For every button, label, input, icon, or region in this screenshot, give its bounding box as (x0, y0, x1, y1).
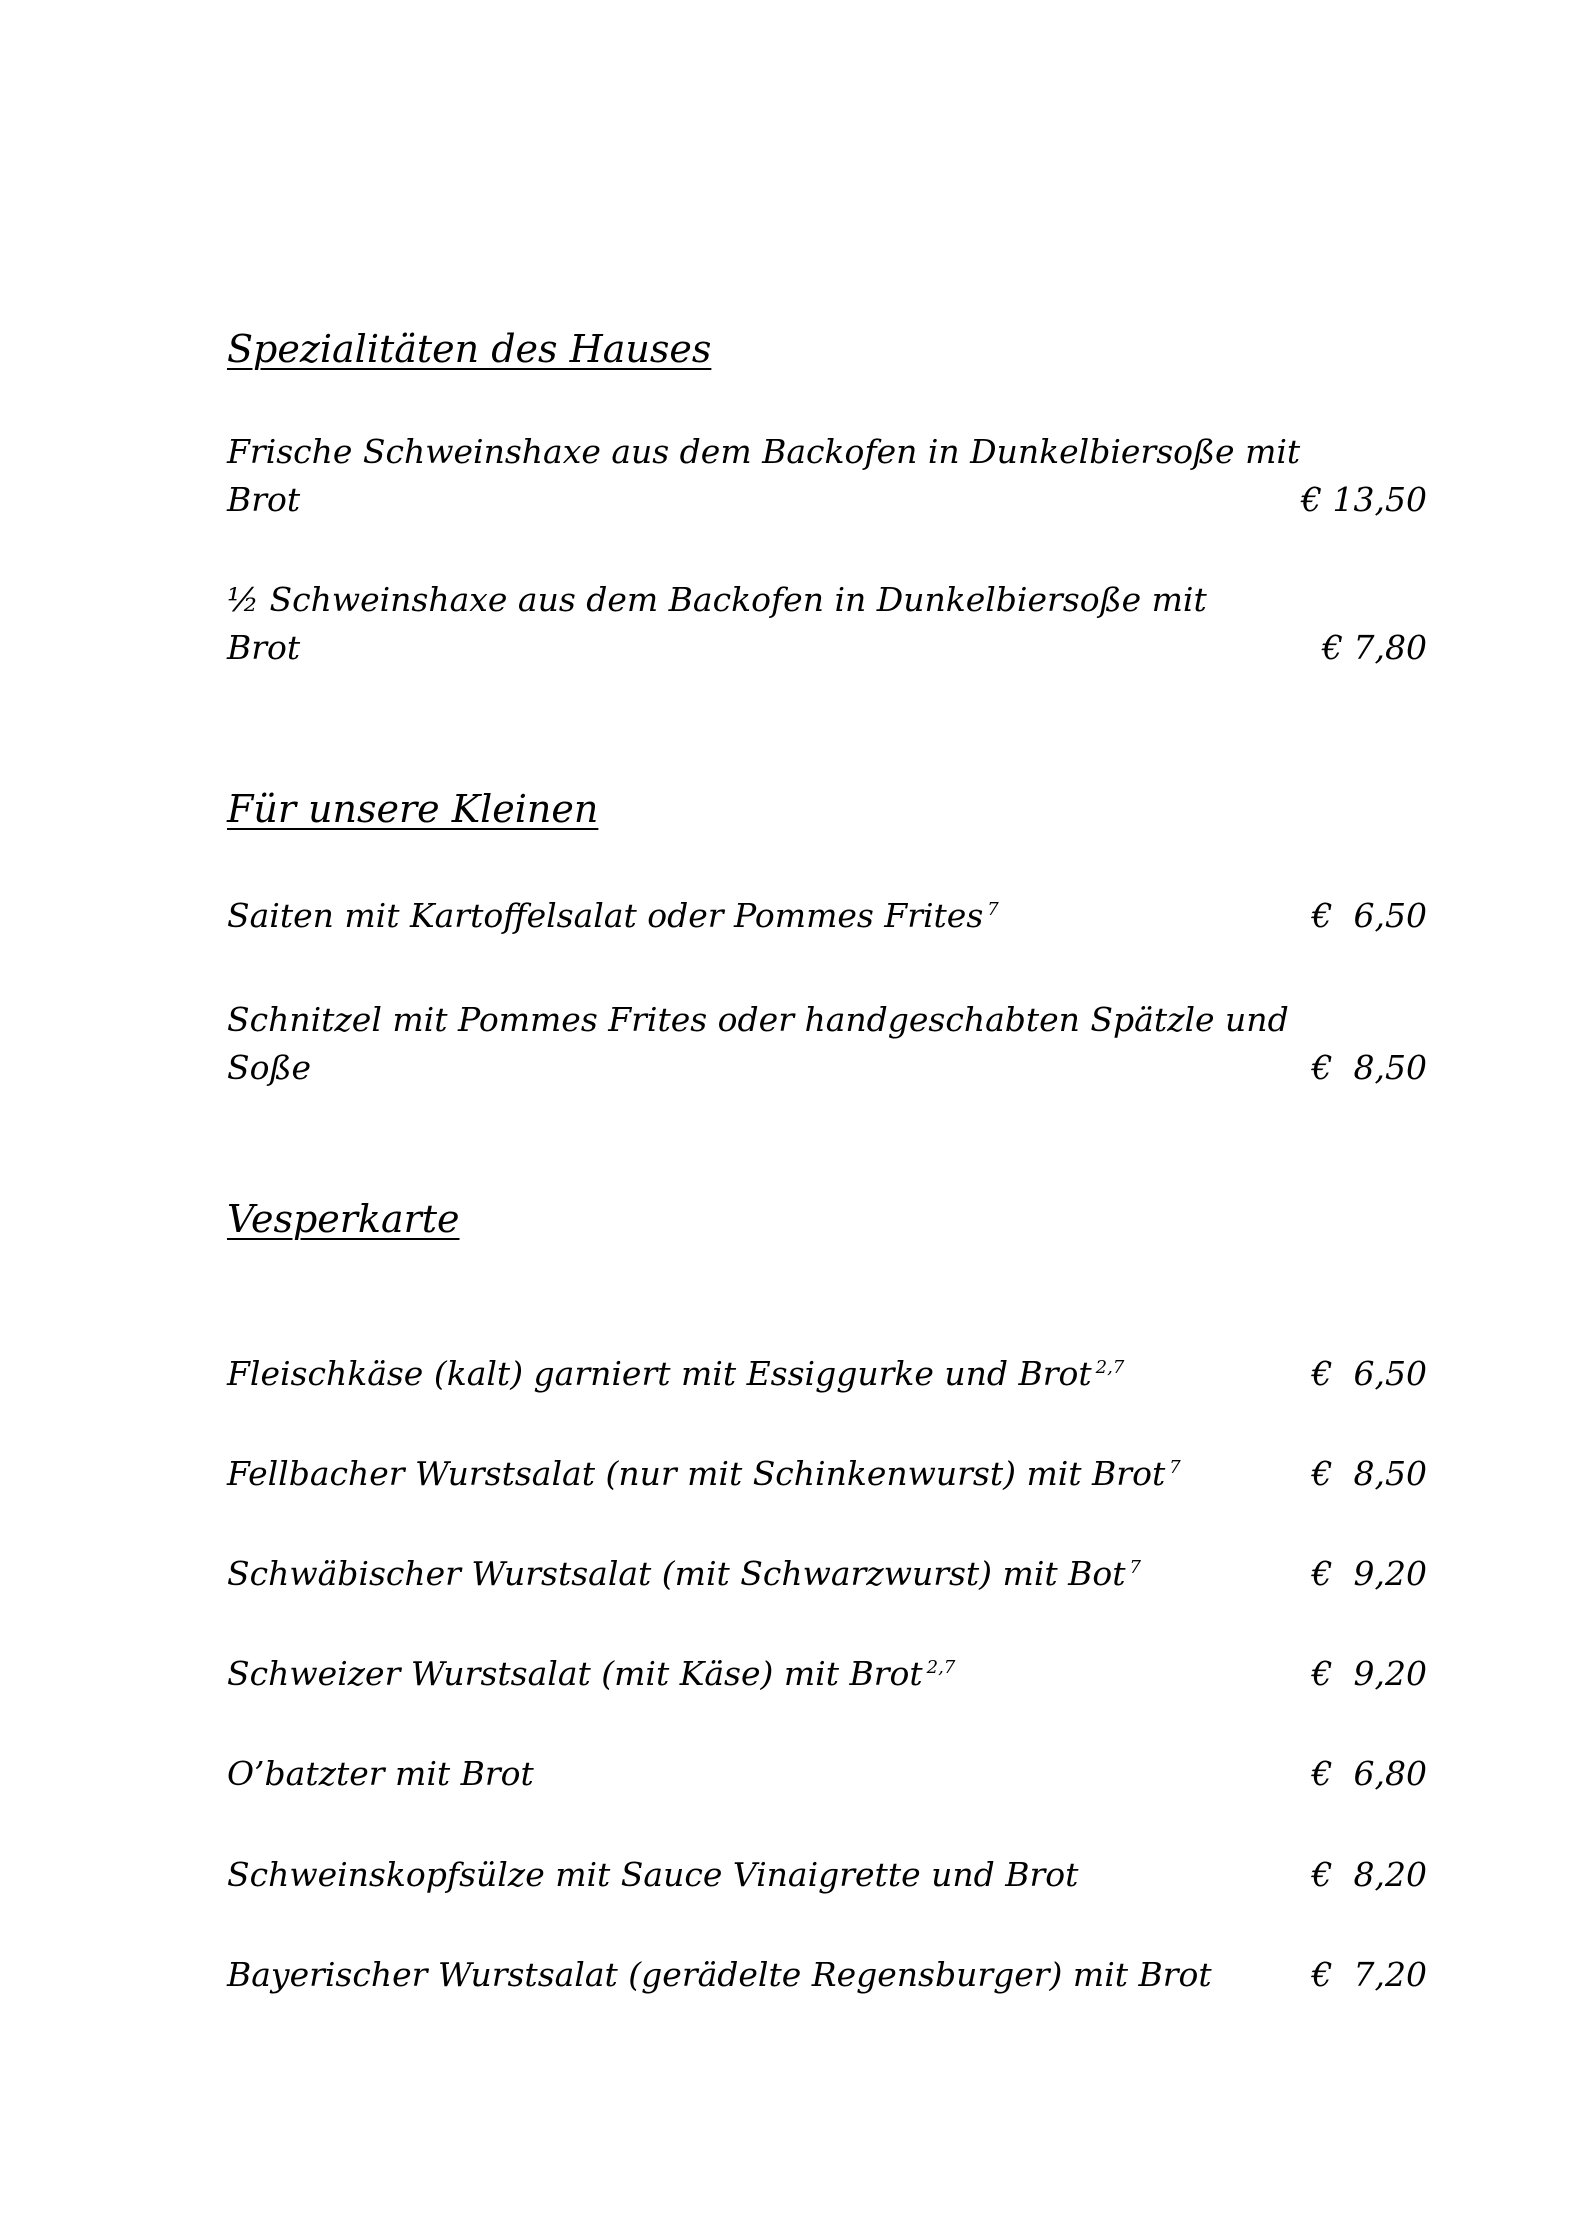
menu-item (227, 1851, 1427, 1899)
item-price: € 6,50 (1311, 896, 1427, 935)
allergen-note: 2,7 (926, 1657, 956, 1678)
item-line-1: ½ Schweinshaxe aus dem Backofen in Dunkelbiersoße mit (227, 580, 1207, 619)
allergen-note: 7 (1169, 1457, 1181, 1478)
item-text: Fellbacher Wurstsalat (nur mit Schinkenwurst) mit Brot (227, 1454, 1166, 1493)
item-line-1 (227, 1650, 1187, 1698)
item-text: Fleischkäse (kalt) garniert mit Essiggurke und Brot (227, 1354, 1092, 1393)
item-price: € 6,80 (1311, 1754, 1427, 1793)
item-price: € 8,20 (1311, 1855, 1427, 1894)
item-price: € 6,50 (1311, 1354, 1427, 1393)
item-price: € 7,20 (1311, 1955, 1427, 1994)
item-text: Schweizer Wurstsalat (mit Käse) mit Brot (227, 1654, 923, 1693)
item-price: € 9,20 (1311, 1654, 1427, 1693)
menu-item (227, 1550, 1427, 1598)
allergen-note: 7 (987, 899, 999, 920)
item-price: € 9,20 (1311, 1554, 1427, 1593)
item-line-2: Brot (227, 480, 301, 519)
item-price: € 8,50 (1311, 1454, 1427, 1493)
item-line-1: Schweinskopfsülze mit Sauce Vinaigrette und Brot (227, 1855, 1079, 1894)
item-line-1 (227, 1450, 1187, 1498)
item-price: € 7,80 (1322, 628, 1427, 667)
item-description (227, 1350, 1187, 1398)
item-description (227, 1750, 1187, 1798)
menu-item (227, 1951, 1427, 1999)
item-description (227, 892, 1187, 940)
item-description (227, 576, 1207, 672)
item-description (227, 996, 1289, 1092)
item-price: € 8,50 (1311, 1048, 1427, 1087)
item-line-1: Schnitzel mit Pommes Frites oder handgeschabten Spätzle und (227, 1000, 1289, 1039)
menu-item (227, 1750, 1427, 1798)
item-text: Schwäbischer Wurstsalat (mit Schwarzwurst) mit Bot (227, 1554, 1126, 1593)
item-line-2: Brot (227, 628, 301, 667)
item-line-1: O’batzter mit Brot (227, 1754, 534, 1793)
menu-item (227, 996, 1427, 1092)
menu-item (227, 428, 1427, 524)
item-line-1: Bayerischer Wurstsalat (gerädelte Regensburger) mit Brot (227, 1955, 1212, 1994)
menu-item (227, 576, 1427, 672)
item-text: Saiten mit Kartoffelsalat oder Pommes Frites (227, 896, 984, 935)
item-line-1: Frische Schweinshaxe aus dem Backofen in Dunkelbiersoße mit (227, 432, 1301, 471)
menu-item (227, 1350, 1427, 1398)
item-description (227, 1951, 1212, 1999)
section-heading-kids: Für unsere Kleinen (227, 787, 599, 831)
item-description (227, 1851, 1187, 1899)
item-description (227, 428, 1301, 524)
allergen-note: 7 (1129, 1557, 1141, 1578)
item-line-2: Soße (227, 1048, 312, 1087)
menu-item (227, 1450, 1427, 1498)
allergen-note: 2,7 (1095, 1357, 1125, 1378)
item-line-1 (227, 1350, 1187, 1398)
section-heading-vesper: Vesperkarte (227, 1197, 460, 1241)
item-description (227, 1650, 1187, 1698)
item-description (227, 1550, 1187, 1598)
item-line-1 (227, 892, 1187, 940)
item-description (227, 1450, 1187, 1498)
menu-item (227, 1650, 1427, 1698)
item-price: € 13,50 (1301, 480, 1427, 519)
item-line-1 (227, 1550, 1187, 1598)
section-heading-specialties: Spezialitäten des Hauses (227, 327, 712, 371)
menu-item (227, 892, 1427, 940)
